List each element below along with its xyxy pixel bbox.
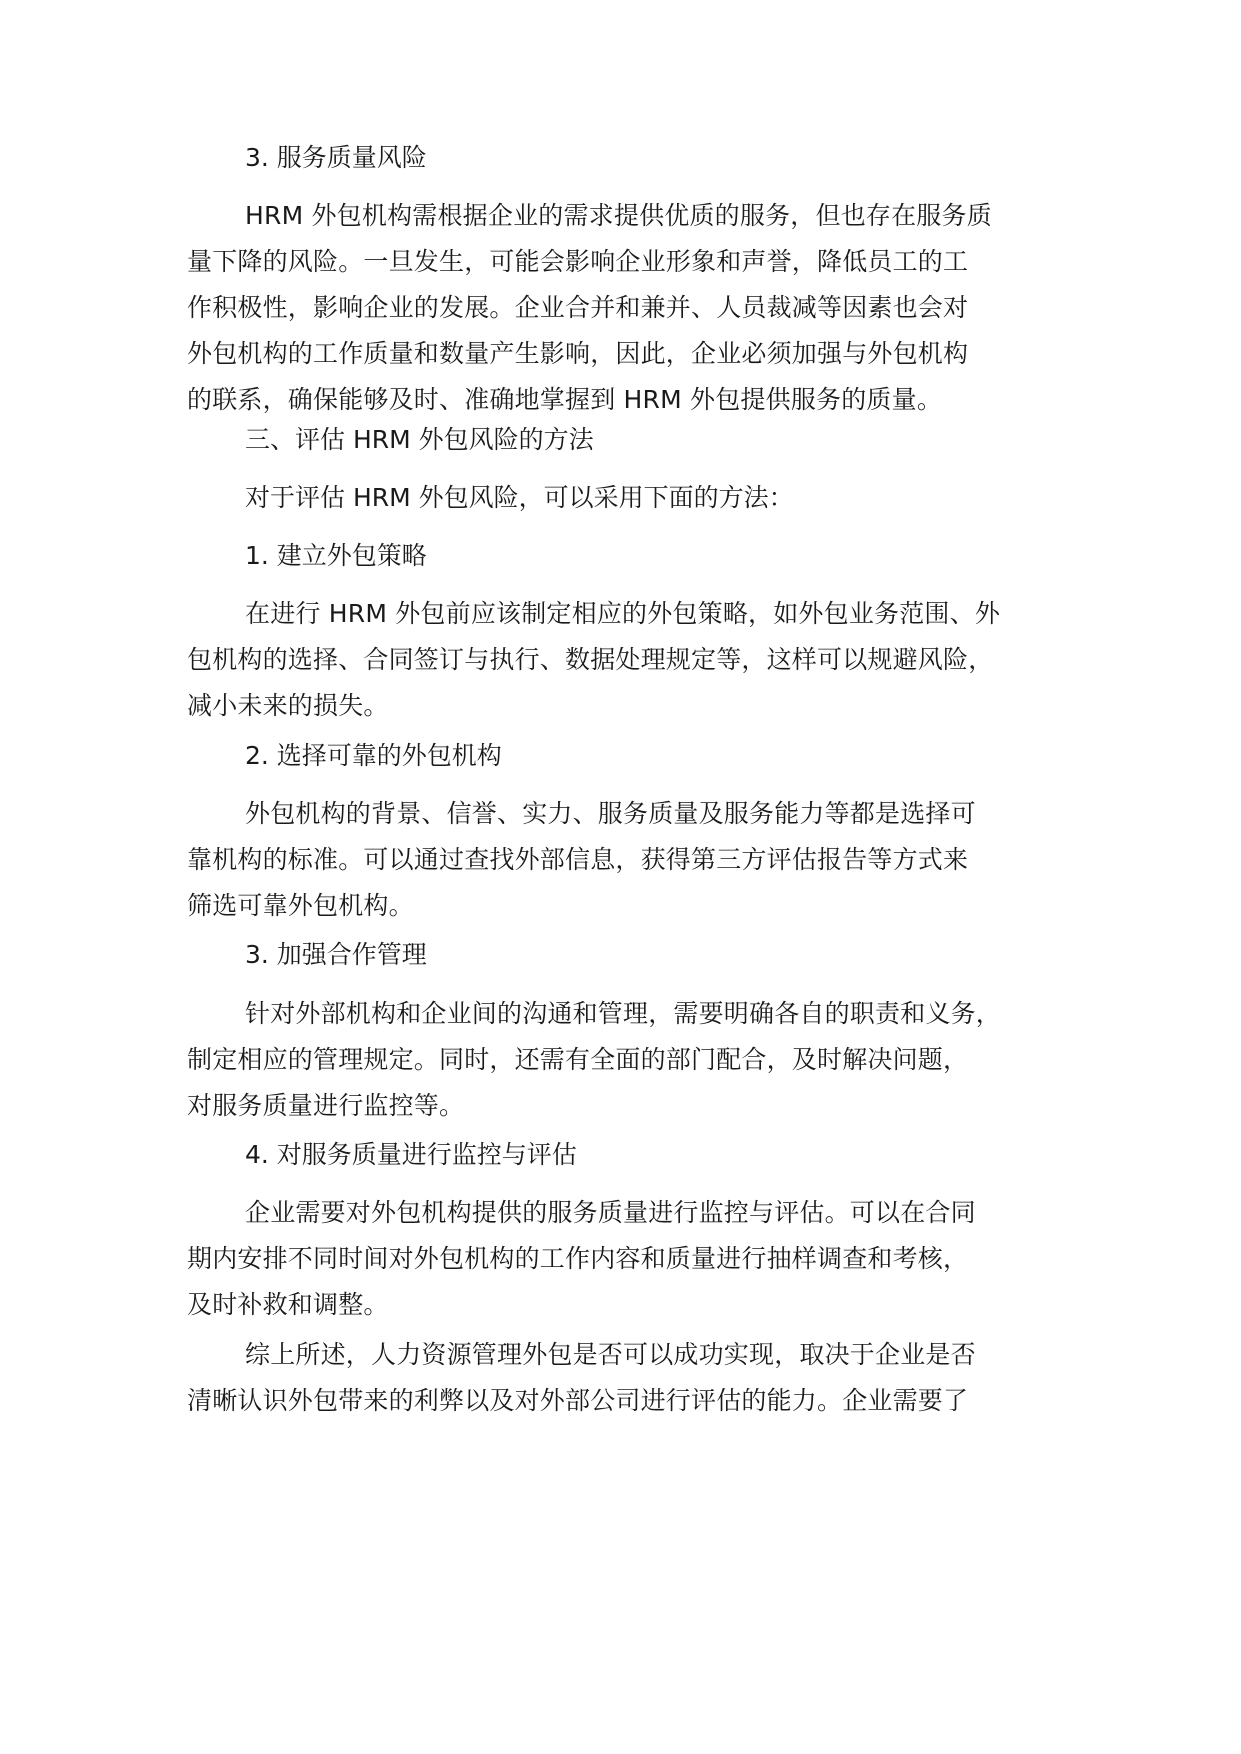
text-line: 外包机构的背景、信誉、实力、服务质量及服务能力等都是选择可: [245, 799, 976, 828]
heading-service-quality-risk: 3. 服务质量风险: [245, 143, 427, 172]
text-line: 包机构的选择、合同签订与执行、数据处理规定等，这样可以规避风险，: [187, 645, 994, 674]
paragraph-service-quality-risk: [187, 193, 1087, 423]
text-line: 外包机构的工作质量和数量产生影响，因此，企业必须加强与外包机构: [187, 339, 969, 368]
heading-quality-monitoring: 4. 对服务质量进行监控与评估: [245, 1140, 577, 1169]
text-line: 综上所述，人力资源管理外包是否可以成功实现，取决于企业是否: [245, 1340, 976, 1369]
heading-outsourcing-strategy: 1. 建立外包策略: [245, 541, 427, 570]
text-line: 清晰认识外包带来的利弊以及对外部公司进行评估的能力。企业需要了: [187, 1386, 969, 1415]
text-line: 在进行 HRM 外包前应该制定相应的外包策略，如外包业务范围、外: [245, 599, 1001, 628]
text-line: 期内安排不同时间对外包机构的工作内容和质量进行抽样调查和考核，: [187, 1244, 969, 1273]
text-line: 及时补救和调整。: [187, 1290, 389, 1319]
text-line: 量下降的风险。一旦发生，可能会影响企业形象和声誉，降低员工的工: [187, 247, 969, 276]
text-line: 作积极性，影响企业的发展。企业合并和兼并、人员裁减等因素也会对: [187, 293, 969, 322]
paragraph-reliable-agency: [187, 791, 1087, 929]
intro-assessment-methods: 对于评估 HRM 外包风险，可以采用下面的方法：: [245, 483, 794, 512]
paragraph-quality-monitoring: [187, 1190, 1087, 1328]
text-line: 减小未来的损失。: [187, 691, 389, 720]
paragraph-outsourcing-strategy: [187, 591, 1087, 729]
text-line: 制定相应的管理规定。同时，还需有全面的部门配合，及时解决问题，: [187, 1045, 969, 1074]
text-line: 针对外部机构和企业间的沟通和管理，需要明确各自的职责和义务，: [245, 999, 1002, 1028]
heading-assessment-methods: 三、评估 HRM 外包风险的方法: [245, 425, 594, 454]
heading-cooperation-management: 3. 加强合作管理: [245, 940, 427, 969]
text-line: 对服务质量进行监控等。: [187, 1091, 465, 1120]
text-line: 的联系，确保能够及时、准确地掌握到 HRM 外包提供服务的质量。: [187, 385, 943, 414]
text-line: HRM 外包机构需根据企业的需求提供优质的服务，但也存在服务质: [245, 201, 992, 230]
text-line: 企业需要对外包机构提供的服务质量进行监控与评估。可以在合同: [245, 1198, 976, 1227]
paragraph-conclusion: [187, 1332, 1087, 1424]
paragraph-cooperation-management: [187, 991, 1087, 1129]
text-line: 筛选可靠外包机构。: [187, 891, 414, 920]
text-line: 靠机构的标准。可以通过查找外部信息，获得第三方评估报告等方式来: [187, 845, 969, 874]
heading-reliable-agency: 2. 选择可靠的外包机构: [245, 741, 502, 770]
